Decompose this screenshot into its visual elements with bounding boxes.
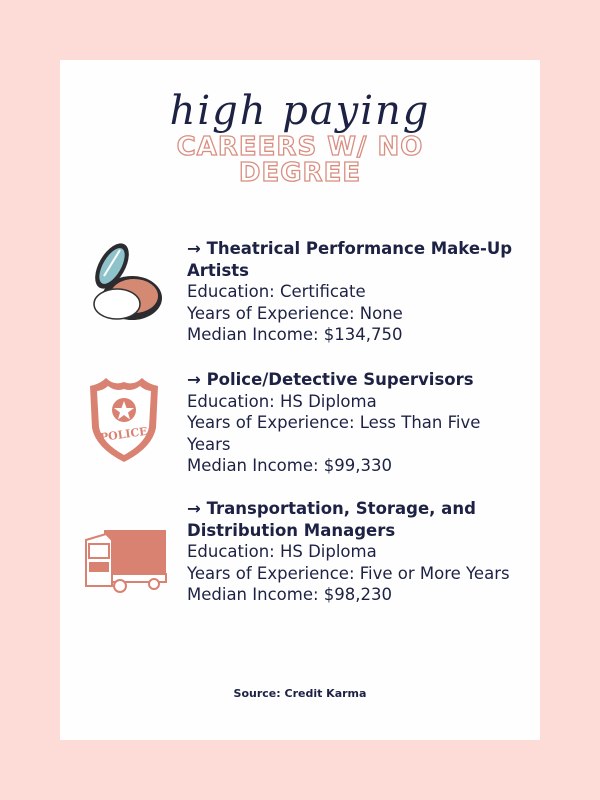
career-title: → Transportation, Storage, and Distribution Managers <box>187 499 476 540</box>
career-income: Median Income: $134,750 <box>187 325 403 345</box>
career-education: Education: HS Diploma <box>187 391 377 411</box>
career-item-makeup-artists <box>187 238 527 346</box>
career-income: Median Income: $99,330 <box>187 456 393 476</box>
police-badge-text: POLICE <box>99 424 149 445</box>
career-experience: Years of Experience: Less Than Five Years <box>187 413 481 454</box>
career-education: Education: Certificate <box>187 282 366 302</box>
career-experience: Years of Experience: None <box>187 303 403 323</box>
title-script: high paying <box>169 88 431 134</box>
career-income: Median Income: $98,230 <box>187 585 393 605</box>
title-line-1: CAREERS W/ NO <box>176 132 424 162</box>
source-note: Source: Credit Karma <box>233 687 367 700</box>
career-education: Education: HS Diploma <box>187 542 377 562</box>
career-item-transportation-managers <box>187 498 527 606</box>
career-experience: Years of Experience: Five or More Years <box>187 563 510 583</box>
police-badge-icon <box>86 378 162 464</box>
truck-icon <box>82 526 168 596</box>
makeup-compact-icon <box>82 238 168 324</box>
career-item-police-supervisors <box>187 369 527 477</box>
career-title: → Police/Detective Supervisors <box>187 370 474 389</box>
infographic-card <box>60 60 540 740</box>
title-line-2: DEGREE <box>238 158 362 188</box>
career-title: → Theatrical Performance Make-Up Artists <box>187 239 513 280</box>
